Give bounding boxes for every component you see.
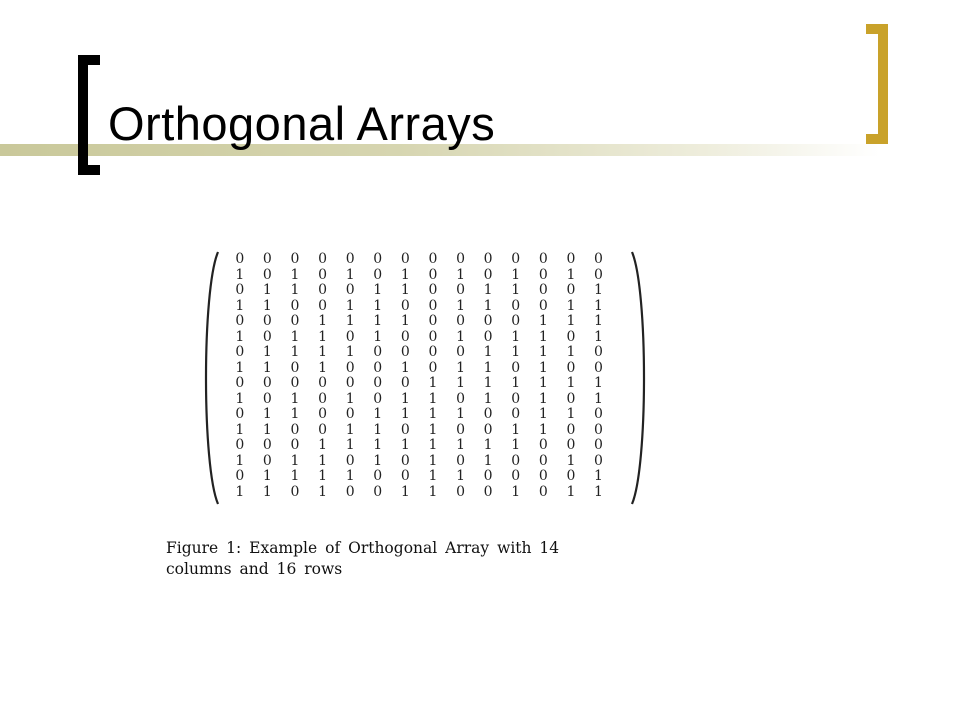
caption-line-2: columns and 16 rows xyxy=(166,560,343,578)
matrix-cell: 0 xyxy=(290,375,300,391)
matrix-cell: 0 xyxy=(594,437,603,453)
matrix-cell: 1 xyxy=(318,468,328,484)
matrix-cell: 1 xyxy=(290,390,300,407)
matrix-cell: 0 xyxy=(400,297,410,314)
matrix-cell: 0 xyxy=(318,282,328,298)
matrix-cell: 0 xyxy=(538,266,548,283)
matrix-cell: 1 xyxy=(511,437,521,453)
matrix-cell: 1 xyxy=(456,297,465,314)
matrix-cell: 0 xyxy=(594,251,603,267)
matrix-cell: 1 xyxy=(538,390,548,407)
matrix-cell: 0 xyxy=(262,375,272,391)
matrix-cell: 0 xyxy=(511,251,521,267)
matrix-cell: 0 xyxy=(456,452,465,469)
matrix-cell: 0 xyxy=(345,328,355,345)
matrix-cell: 0 xyxy=(511,452,521,469)
matrix-cell: 1 xyxy=(483,375,493,391)
matrix-cell: 0 xyxy=(235,313,245,329)
matrix-cell: 1 xyxy=(511,328,521,345)
matrix-cell: 0 xyxy=(318,375,328,391)
matrix-cell: 1 xyxy=(483,437,493,453)
matrix-cell: 1 xyxy=(428,468,438,484)
matrix-cell: 1 xyxy=(262,421,272,438)
matrix-cell: 0 xyxy=(483,468,493,484)
matrix-cell: 1 xyxy=(594,390,603,407)
matrix-cell: 0 xyxy=(483,266,493,283)
matrix-cell: 0 xyxy=(373,359,383,376)
matrix-cell: 1 xyxy=(594,282,603,298)
matrix-cell: 1 xyxy=(400,437,410,453)
matrix-cell: 1 xyxy=(373,313,383,329)
matrix-cell: 1 xyxy=(290,468,300,484)
matrix-cell: 1 xyxy=(456,437,465,453)
left-bracket-decoration xyxy=(78,55,100,175)
matrix-cell: 0 xyxy=(400,375,410,391)
matrix-cell: 0 xyxy=(373,483,383,500)
matrix-cell: 0 xyxy=(594,266,603,283)
matrix-cell: 0 xyxy=(483,483,493,500)
matrix-cell: 1 xyxy=(483,390,493,407)
matrix-cell: 1 xyxy=(345,437,355,453)
matrix-cell: 0 xyxy=(566,437,576,453)
matrix-cell: 1 xyxy=(538,313,548,329)
matrix-cell: 1 xyxy=(345,344,355,360)
matrix-cell: 1 xyxy=(456,328,465,345)
matrix-cell: 0 xyxy=(511,406,521,422)
matrix-cell: 1 xyxy=(373,406,383,422)
matrix-cell: 1 xyxy=(511,344,521,360)
matrix-cell: 1 xyxy=(428,437,438,453)
matrix-cell: 1 xyxy=(373,282,383,298)
matrix-cell: 0 xyxy=(318,251,328,267)
matrix-cell: 1 xyxy=(400,313,410,329)
matrix-cell: 0 xyxy=(318,406,328,422)
matrix-cell: 0 xyxy=(373,344,383,360)
matrix-cell: 0 xyxy=(235,406,245,422)
matrix-cell: 0 xyxy=(235,282,245,298)
matrix-cell: 1 xyxy=(538,344,548,360)
matrix-cell: 1 xyxy=(566,313,576,329)
right-bracket-decoration xyxy=(866,24,888,144)
matrix-cell: 0 xyxy=(318,390,328,407)
matrix-cell: 1 xyxy=(538,328,548,345)
matrix-cell: 1 xyxy=(235,390,245,407)
matrix-cell: 0 xyxy=(290,359,300,376)
matrix-cell: 1 xyxy=(594,483,603,500)
matrix-cell: 1 xyxy=(400,359,410,376)
matrix-cell: 0 xyxy=(373,251,383,267)
matrix-cell: 0 xyxy=(428,266,438,283)
matrix-cell: 0 xyxy=(235,344,245,360)
matrix-cell: 1 xyxy=(483,282,493,298)
matrix-cell: 1 xyxy=(483,452,493,469)
matrix-cell: 1 xyxy=(566,266,576,283)
matrix-cell: 1 xyxy=(400,266,410,283)
matrix-cell: 0 xyxy=(345,375,355,391)
matrix-cell: 1 xyxy=(428,390,438,407)
matrix-cell: 1 xyxy=(511,483,521,500)
matrix-cell: 1 xyxy=(373,328,383,345)
matrix-cell: 0 xyxy=(262,328,272,345)
matrix-cell: 1 xyxy=(290,452,300,469)
matrix-cell: 1 xyxy=(538,421,548,438)
matrix-cell: 0 xyxy=(290,297,300,314)
matrix-cell: 1 xyxy=(318,452,328,469)
matrix-cell: 1 xyxy=(373,437,383,453)
matrix-cell: 0 xyxy=(538,483,548,500)
matrix-cell: 1 xyxy=(235,452,245,469)
matrix-cell: 0 xyxy=(538,297,548,314)
matrix-cell: 1 xyxy=(235,483,245,500)
matrix-cell: 1 xyxy=(235,266,245,283)
matrix-cell: 1 xyxy=(290,406,300,422)
matrix-cell: 1 xyxy=(262,359,272,376)
matrix-cell: 1 xyxy=(373,452,383,469)
matrix-cell: 0 xyxy=(483,406,493,422)
matrix-cell: 1 xyxy=(456,266,465,283)
matrix-cell: 0 xyxy=(345,483,355,500)
matrix-cell: 1 xyxy=(318,437,328,453)
matrix-cell: 0 xyxy=(483,313,493,329)
matrix-cell: 1 xyxy=(428,406,438,422)
matrix-cell: 1 xyxy=(428,483,438,500)
matrix-cell: 0 xyxy=(235,468,245,484)
right-parenthesis xyxy=(628,250,650,506)
left-parenthesis xyxy=(200,250,222,506)
matrix-cell: 0 xyxy=(428,313,438,329)
figure-caption xyxy=(166,538,706,580)
matrix-cell: 0 xyxy=(235,437,245,453)
matrix-cell: 1 xyxy=(400,483,410,500)
matrix-cell: 0 xyxy=(428,297,438,314)
matrix-cell: 0 xyxy=(456,483,465,500)
matrix-cell: 1 xyxy=(290,328,300,345)
matrix-cell: 1 xyxy=(235,328,245,345)
matrix-cell: 1 xyxy=(566,452,576,469)
matrix-cell: 1 xyxy=(428,375,438,391)
matrix-cell: 1 xyxy=(456,375,465,391)
matrix-cell: 1 xyxy=(318,483,328,500)
matrix-cell: 1 xyxy=(318,313,328,329)
matrix-cell: 1 xyxy=(566,297,576,314)
matrix-cell: 0 xyxy=(456,390,465,407)
slide-title: Orthogonal Arrays xyxy=(108,97,496,150)
matrix-cell: 1 xyxy=(428,452,438,469)
matrix-cell: 1 xyxy=(345,313,355,329)
matrix-cell: 0 xyxy=(456,282,465,298)
matrix-cell: 0 xyxy=(290,483,300,500)
matrix-cell: 0 xyxy=(428,359,438,376)
matrix-cell: 1 xyxy=(483,297,493,314)
matrix-cell: 1 xyxy=(318,328,328,345)
matrix-cell: 0 xyxy=(400,468,410,484)
matrix-cell: 0 xyxy=(428,328,438,345)
matrix-cell: 1 xyxy=(566,406,576,422)
matrix-cell: 0 xyxy=(373,468,383,484)
matrix-cell: 0 xyxy=(290,313,300,329)
matrix-cell: 1 xyxy=(594,375,603,391)
matrix-cell: 0 xyxy=(235,375,245,391)
matrix-cell: 1 xyxy=(538,375,548,391)
matrix-cell: 1 xyxy=(235,359,245,376)
matrix-cell: 1 xyxy=(400,390,410,407)
matrix-cell: 0 xyxy=(566,390,576,407)
matrix-cell: 1 xyxy=(235,421,245,438)
matrix-cell: 0 xyxy=(345,406,355,422)
matrix-cell: 0 xyxy=(511,359,521,376)
matrix-cell: 1 xyxy=(594,468,603,484)
matrix-cell: 1 xyxy=(594,328,603,345)
matrix-cell: 1 xyxy=(538,359,548,376)
matrix-cell: 0 xyxy=(262,452,272,469)
matrix-cell: 0 xyxy=(456,421,465,438)
matrix-cell: 0 xyxy=(594,421,603,438)
matrix-cell: 0 xyxy=(511,468,521,484)
matrix-cell: 0 xyxy=(566,282,576,298)
matrix-cell: 0 xyxy=(262,266,272,283)
matrix-cell: 0 xyxy=(400,328,410,345)
matrix-cell: 1 xyxy=(566,483,576,500)
matrix-cell: 0 xyxy=(262,437,272,453)
matrix-cell: 0 xyxy=(538,452,548,469)
matrix-cell: 1 xyxy=(373,297,383,314)
matrix-cell: 1 xyxy=(456,468,465,484)
matrix-cell: 0 xyxy=(373,390,383,407)
matrix-cell: 1 xyxy=(456,359,465,376)
matrix-cell: 0 xyxy=(400,421,410,438)
matrix-cell: 1 xyxy=(566,344,576,360)
matrix-cell: 0 xyxy=(594,359,603,376)
matrix-cell: 1 xyxy=(318,359,328,376)
matrix-cell: 0 xyxy=(262,251,272,267)
matrix-cell: 1 xyxy=(290,266,300,283)
matrix-cell: 0 xyxy=(345,452,355,469)
matrix-cell: 1 xyxy=(511,266,521,283)
matrix-cell: 0 xyxy=(456,251,465,267)
matrix-cell: 0 xyxy=(428,251,438,267)
matrix-cell: 1 xyxy=(262,282,272,298)
matrix-cell: 0 xyxy=(373,375,383,391)
matrix-cell: 0 xyxy=(483,421,493,438)
matrix-cell: 1 xyxy=(290,344,300,360)
matrix-cell: 0 xyxy=(400,251,410,267)
matrix-cell: 0 xyxy=(511,390,521,407)
matrix-cell: 1 xyxy=(511,375,521,391)
matrix-cell: 0 xyxy=(345,282,355,298)
matrix-cell: 0 xyxy=(538,282,548,298)
matrix-cell: 1 xyxy=(483,359,493,376)
matrix-cell: 0 xyxy=(290,437,300,453)
matrix-cell: 1 xyxy=(483,344,493,360)
matrix-cell: 0 xyxy=(456,344,465,360)
matrix-cell: 0 xyxy=(290,251,300,267)
matrix-cell: 0 xyxy=(318,297,328,314)
matrix-cell: 0 xyxy=(318,266,328,283)
matrix-cell: 1 xyxy=(400,282,410,298)
matrix-cell: 0 xyxy=(373,266,383,283)
matrix-cell: 1 xyxy=(511,421,521,438)
matrix-cell: 1 xyxy=(594,297,603,314)
matrix-cell: 1 xyxy=(345,468,355,484)
matrix-cell: 1 xyxy=(538,406,548,422)
matrix-cell: 1 xyxy=(262,344,272,360)
matrix-cell: 0 xyxy=(262,390,272,407)
matrix-cell: 0 xyxy=(594,406,603,422)
matrix-cell: 0 xyxy=(566,359,576,376)
matrix-cell: 1 xyxy=(235,297,245,314)
matrix-cell: 0 xyxy=(511,297,521,314)
matrix-cell: 0 xyxy=(538,468,548,484)
matrix-cell: 0 xyxy=(566,328,576,345)
matrix-cell: 0 xyxy=(345,359,355,376)
matrix-cell: 1 xyxy=(290,282,300,298)
matrix-cell: 0 xyxy=(262,313,272,329)
matrix-cell: 1 xyxy=(262,483,272,500)
matrix-cell: 0 xyxy=(235,251,245,267)
matrix-cell: 0 xyxy=(594,452,603,469)
orthogonal-array-figure xyxy=(200,250,660,506)
matrix-cell: 1 xyxy=(345,297,355,314)
matrix-cell: 1 xyxy=(400,406,410,422)
matrix-cell: 1 xyxy=(262,468,272,484)
caption-line-1: Figure 1: Example of Orthogonal Array with 14 xyxy=(166,539,560,557)
matrix-cell: 0 xyxy=(566,421,576,438)
matrix-cell: 0 xyxy=(456,313,465,329)
matrix-cell: 1 xyxy=(345,421,355,438)
matrix-cell: 0 xyxy=(483,328,493,345)
matrix-cell: 1 xyxy=(428,421,438,438)
matrix-cell: 1 xyxy=(262,406,272,422)
matrix-cell: 0 xyxy=(566,251,576,267)
matrix-cell: 0 xyxy=(290,421,300,438)
matrix-cell: 1 xyxy=(318,344,328,360)
matrix-cell: 0 xyxy=(538,437,548,453)
matrix-cell: 0 xyxy=(428,344,438,360)
matrix-cell: 1 xyxy=(566,375,576,391)
matrix-cell: 1 xyxy=(345,266,355,283)
matrix-cell: 1 xyxy=(456,406,465,422)
matrix-cell: 0 xyxy=(400,452,410,469)
matrix-cell: 0 xyxy=(566,468,576,484)
matrix-cell: 0 xyxy=(428,282,438,298)
matrix-cell: 1 xyxy=(373,421,383,438)
matrix-cell: 0 xyxy=(318,421,328,438)
matrix-cell: 1 xyxy=(511,282,521,298)
matrix-cell: 0 xyxy=(483,251,493,267)
matrix-cell: 0 xyxy=(594,344,603,360)
matrix-cell: 1 xyxy=(262,297,272,314)
matrix-cell: 1 xyxy=(345,390,355,407)
matrix-cell: 0 xyxy=(345,251,355,267)
matrix-cell: 0 xyxy=(511,313,521,329)
matrix-grid xyxy=(226,252,612,500)
matrix-cell: 0 xyxy=(400,344,410,360)
matrix-cell: 1 xyxy=(594,313,603,329)
matrix-cell: 0 xyxy=(538,251,548,267)
